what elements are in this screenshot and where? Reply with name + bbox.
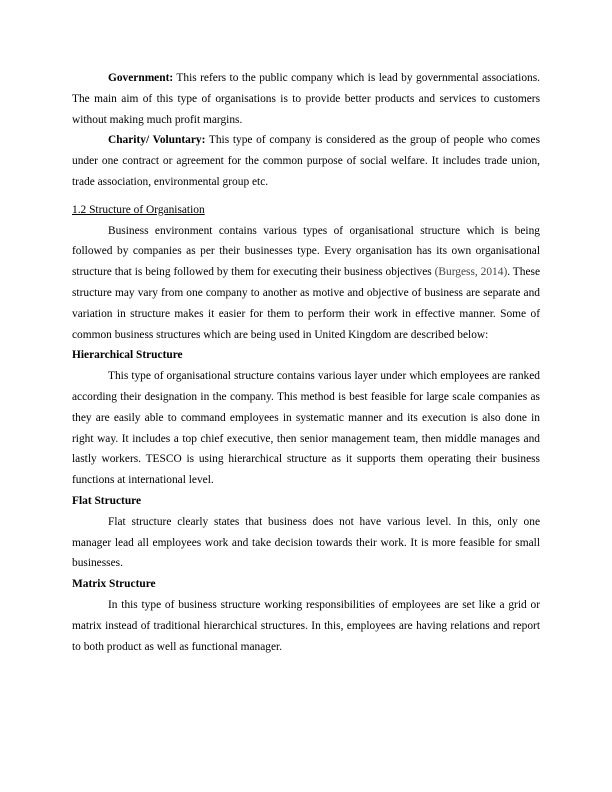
charity-term: Charity/ Voluntary: xyxy=(108,134,206,147)
flat-heading: Flat Structure xyxy=(72,494,142,507)
matrix-heading: Matrix Structure xyxy=(72,578,156,591)
hierarchical-heading: Hierarchical Structure xyxy=(72,349,183,362)
government-paragraph xyxy=(72,68,540,130)
structure-intro-text-1: Business environment contains various types of organisational structure which is being followed by companies as per their businesses type. Every organisation has its own organisational structure that is being followed by them for executing their business objectives xyxy=(72,224,540,279)
section-title: 1.2 Structure of Organisation xyxy=(72,203,205,216)
structure-intro-text-2: . These structure may vary from one company to another as motive and objective of business are separate and variation in structure makes it easier for them to perform their work in effective manner. Some of common business structures which are being used in United Kingdom are described below: xyxy=(72,266,540,341)
document-body xyxy=(72,68,540,657)
flat-paragraph: Flat structure clearly states that business does not have various level. In this, only one manager lead all employees work and take decision towards their work. It is more feasible for small businesses. xyxy=(72,515,540,570)
government-text: This refers to the public company which is lead by governmental associations. The main aim of this type of organisations is to provide better products and services to customers without making much profit margins. xyxy=(72,72,540,126)
hierarchical-paragraph: This type of organisational structure contains various layer under which employees are ranked according their designation in the company. This method is best feasible for large scale companies as they are easily able to command employees in systematic manner and its execution is also done in right way. It includes a top chief executive, then senior management team, then middle manages and lastly workers. TESCO is using hierarchical structure as it supports them operating their business functions at international level. xyxy=(72,370,540,487)
charity-text: This type of company is considered as the group of people who comes under one contract or agreement for the common purpose of social welfare. It includes trade union, trade association, environmental group etc. xyxy=(72,134,541,188)
structure-intro-paragraph xyxy=(72,221,540,346)
government-term: Government: xyxy=(108,72,174,84)
citation: (Burgess, 2014) xyxy=(434,266,508,279)
spacer xyxy=(72,193,540,200)
matrix-paragraph: In this type of business structure working responsibilities of employees are set like a grid or matrix instead of traditional hierarchical structures. In this, employees are having relations and report to both product as well as functional manager. xyxy=(72,598,540,653)
charity-paragraph xyxy=(72,130,540,192)
